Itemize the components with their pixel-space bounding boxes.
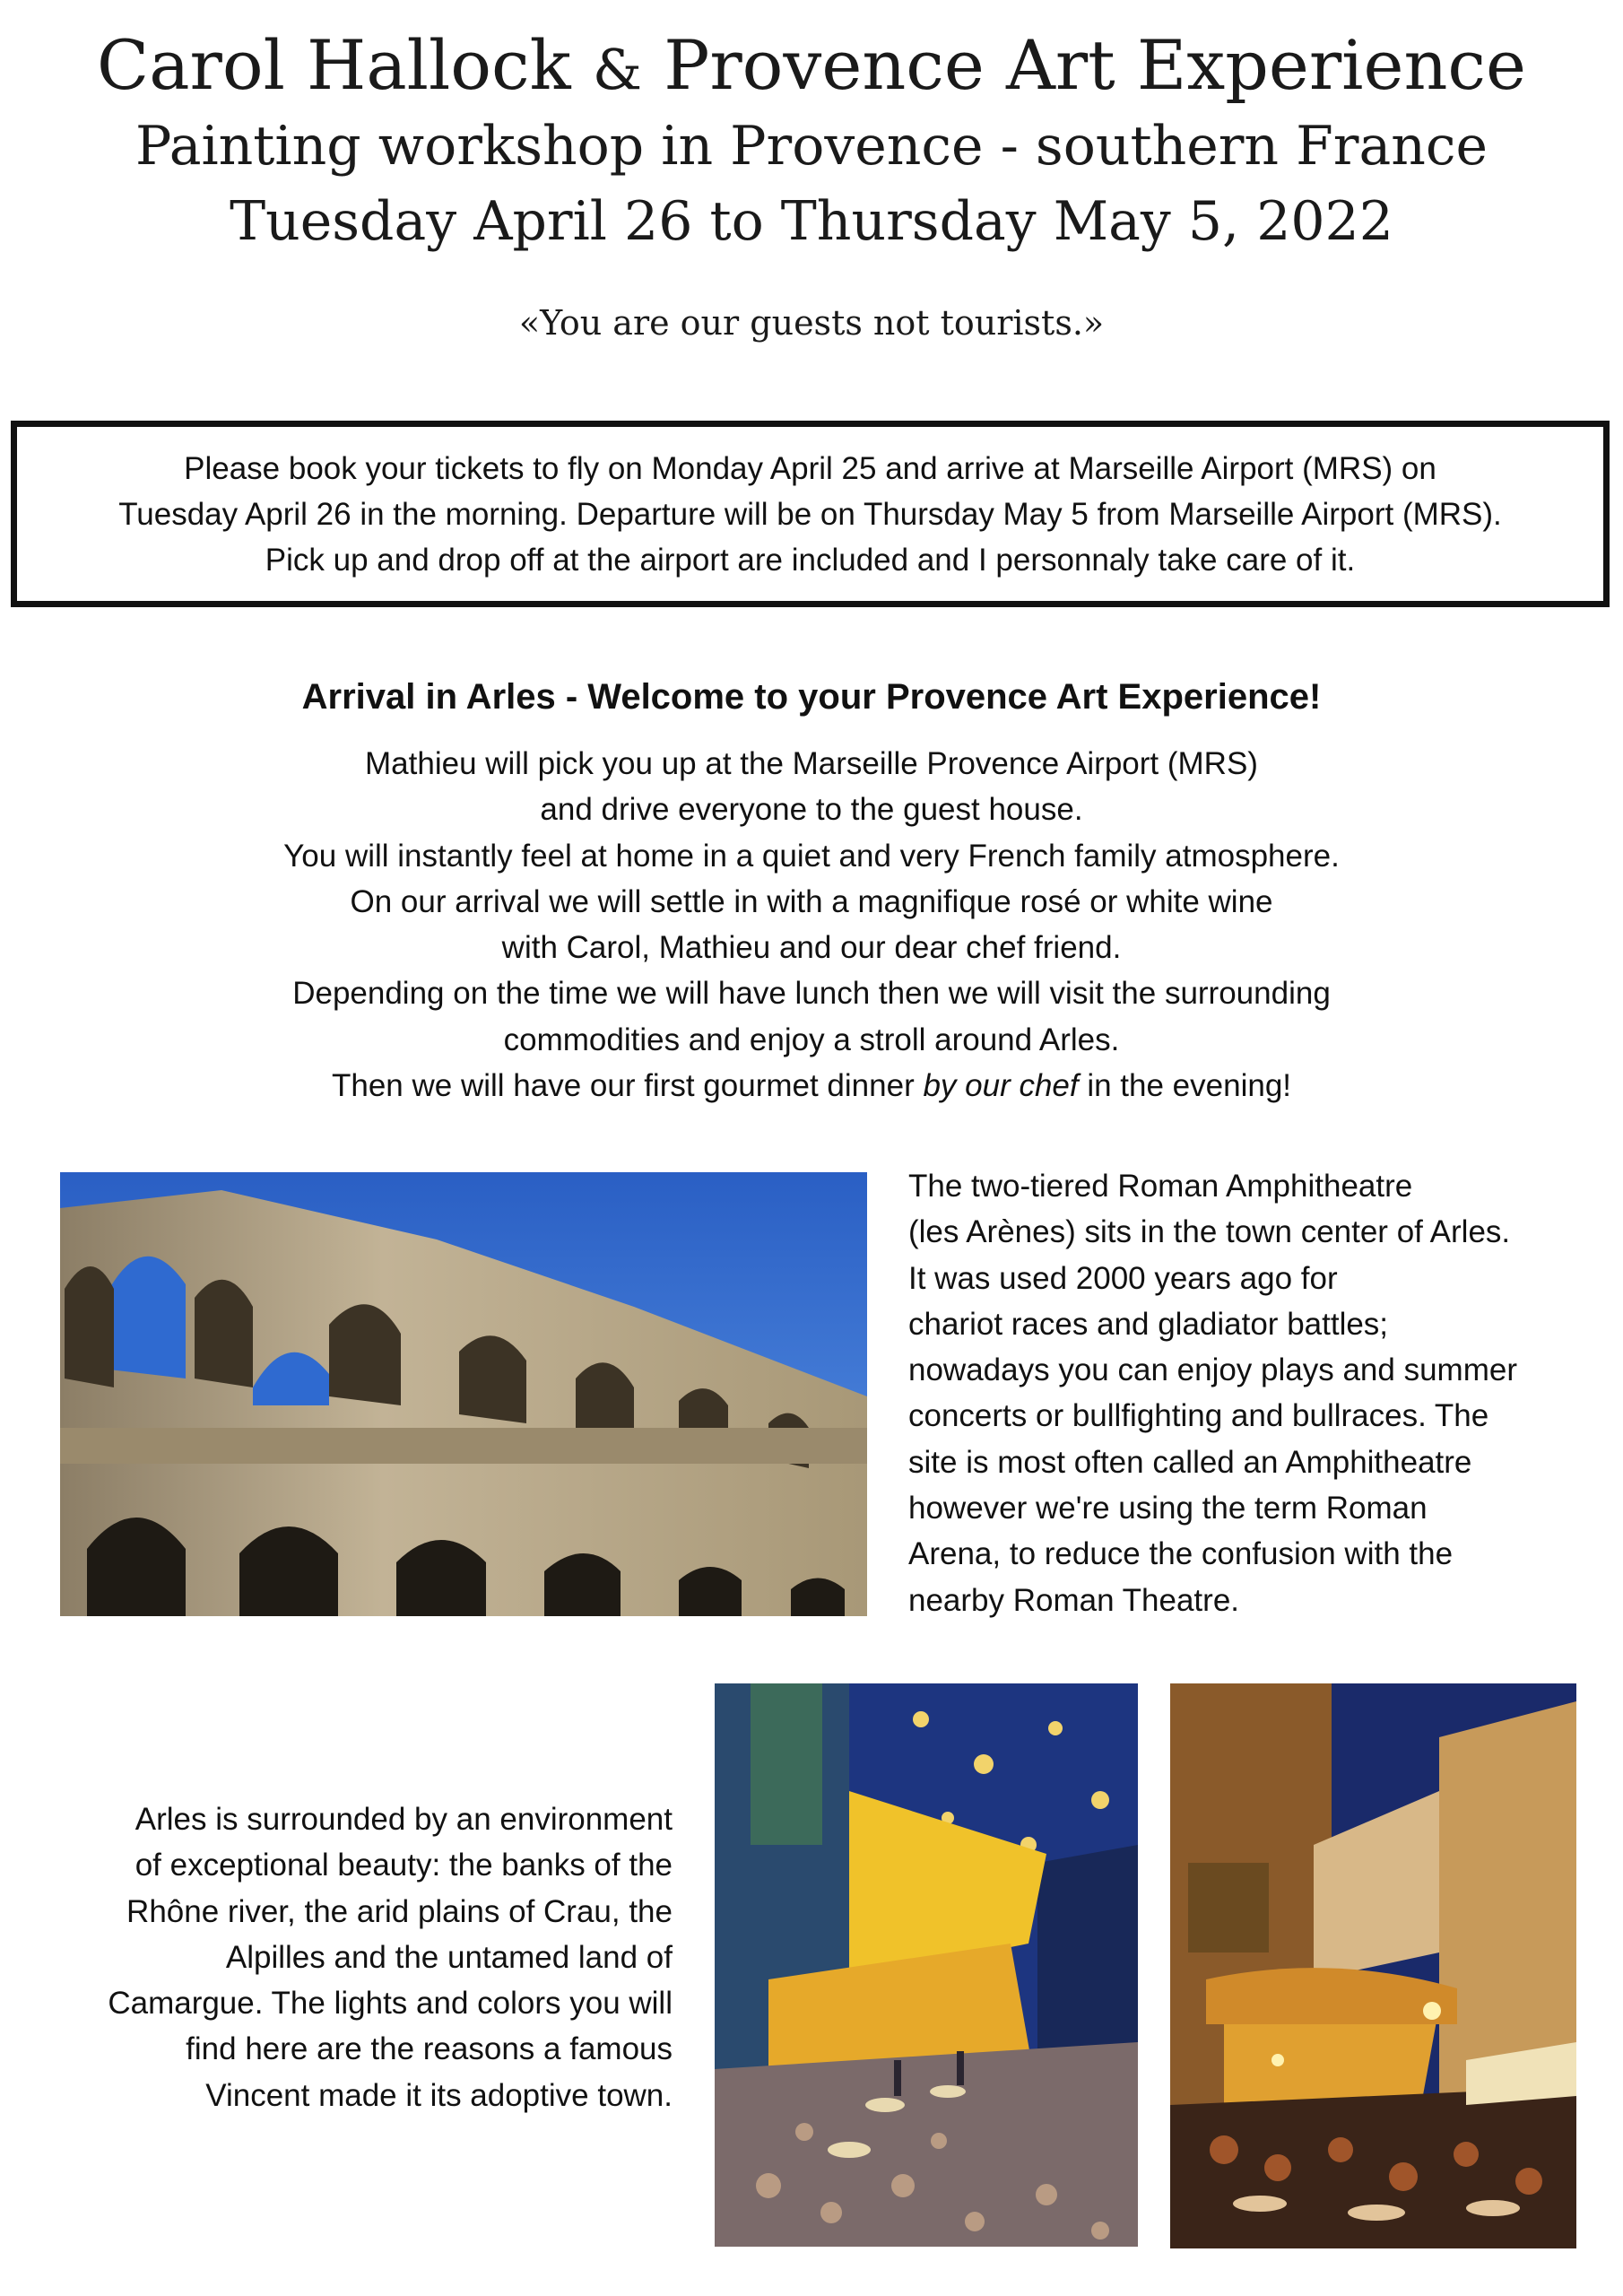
tagline-quote: «You are our guests not tourists.» bbox=[518, 303, 1105, 343]
cafe-night-photo bbox=[1170, 1683, 1576, 2248]
arena-line: chariot races and gladiator battles; bbox=[908, 1306, 1389, 1342]
arrival-line: Depending on the time we will have lunch then we will visit the surrounding bbox=[292, 976, 1331, 1012]
arles-line: Camargue. The lights and colors you will bbox=[108, 1986, 673, 2022]
arena-description bbox=[908, 1163, 1608, 1623]
arles-line: Vincent made it its adoptive town. bbox=[205, 2077, 673, 2113]
arrival-line: with Carol, Mathieu and our dear chef friend. bbox=[501, 930, 1122, 966]
arrival-last-line-end: in the evening! bbox=[1078, 1068, 1292, 1104]
arles-line: Rhône river, the arid plains of Crau, the bbox=[126, 1893, 673, 1929]
arrival-line: Mathieu will pick you up at the Marseille Provence Airport (MRS) bbox=[365, 746, 1258, 781]
page-title bbox=[0, 27, 1623, 109]
arena-line: site is most often called an Amphitheatre bbox=[908, 1444, 1472, 1480]
title-rest: Provence Art Experience bbox=[664, 25, 1526, 105]
travel-notice-box bbox=[11, 421, 1610, 607]
arena-line: nearby Roman Theatre. bbox=[908, 1582, 1240, 1618]
arrival-heading: Arrival in Arles - Welcome to your Provence Art Experience! bbox=[301, 677, 1322, 717]
arena-line: concerts or bullfighting and bullraces. The bbox=[908, 1398, 1489, 1434]
arena-line: (les Arènes) sits in the town center of Arles. bbox=[908, 1214, 1511, 1250]
cafe-terrace-painting bbox=[715, 1683, 1138, 2247]
arrival-last-line-italic: by our chef bbox=[923, 1068, 1079, 1104]
arena-line: It was used 2000 years ago for bbox=[908, 1260, 1338, 1296]
arles-line: find here are the reasons a famous bbox=[186, 2031, 673, 2067]
page-subtitle: Painting workshop in Provence - southern France bbox=[135, 115, 1488, 178]
document-header bbox=[0, 27, 1623, 259]
arena-photo bbox=[60, 1172, 867, 1616]
arrival-line: and drive everyone to the guest house. bbox=[540, 792, 1083, 828]
arrival-line: On our arrival we will settle in with a magnifique rosé or white wine bbox=[350, 883, 1273, 919]
arles-description bbox=[36, 1796, 673, 2118]
arrival-line: commodities and enjoy a stroll around Arles. bbox=[503, 1022, 1120, 1057]
arrival-paragraph bbox=[0, 741, 1623, 1109]
arrival-line: You will instantly feel at home in a quiet and very French family atmosphere. bbox=[283, 838, 1340, 874]
arrival-last-line-start: Then we will have our first gourmet dinner bbox=[331, 1068, 924, 1104]
travel-notice-text: Please book your tickets to fly on Monday April 25 and arrive at Marseille Airport (MRS) on Tuesday April 26 in the morning. Departure will be on Thursday May 5 from Marseille Airport (MRS). Pick up and drop off at the airport are included and I personnaly take care of it. bbox=[118, 450, 1502, 578]
arrival-last-line bbox=[0, 1063, 1623, 1109]
arena-line: nowadays you can enjoy plays and summer bbox=[908, 1352, 1517, 1388]
arena-line: however we're using the term Roman bbox=[908, 1491, 1428, 1526]
arles-line: Alpilles and the untamed land of bbox=[225, 1939, 673, 1975]
arles-line: Arles is surrounded by an environment bbox=[135, 1802, 673, 1837]
workshop-dates: Tuesday April 26 to Thursday May 5, 2022 bbox=[230, 190, 1393, 253]
arena-line: Arena, to reduce the confusion with the bbox=[908, 1536, 1454, 1572]
arles-line: of exceptional beauty: the banks of the bbox=[135, 1848, 673, 1883]
title-name: Carol Hallock bbox=[97, 25, 571, 105]
arena-line: The two-tiered Roman Amphitheatre bbox=[908, 1169, 1413, 1204]
title-ampersand: & bbox=[592, 37, 643, 102]
